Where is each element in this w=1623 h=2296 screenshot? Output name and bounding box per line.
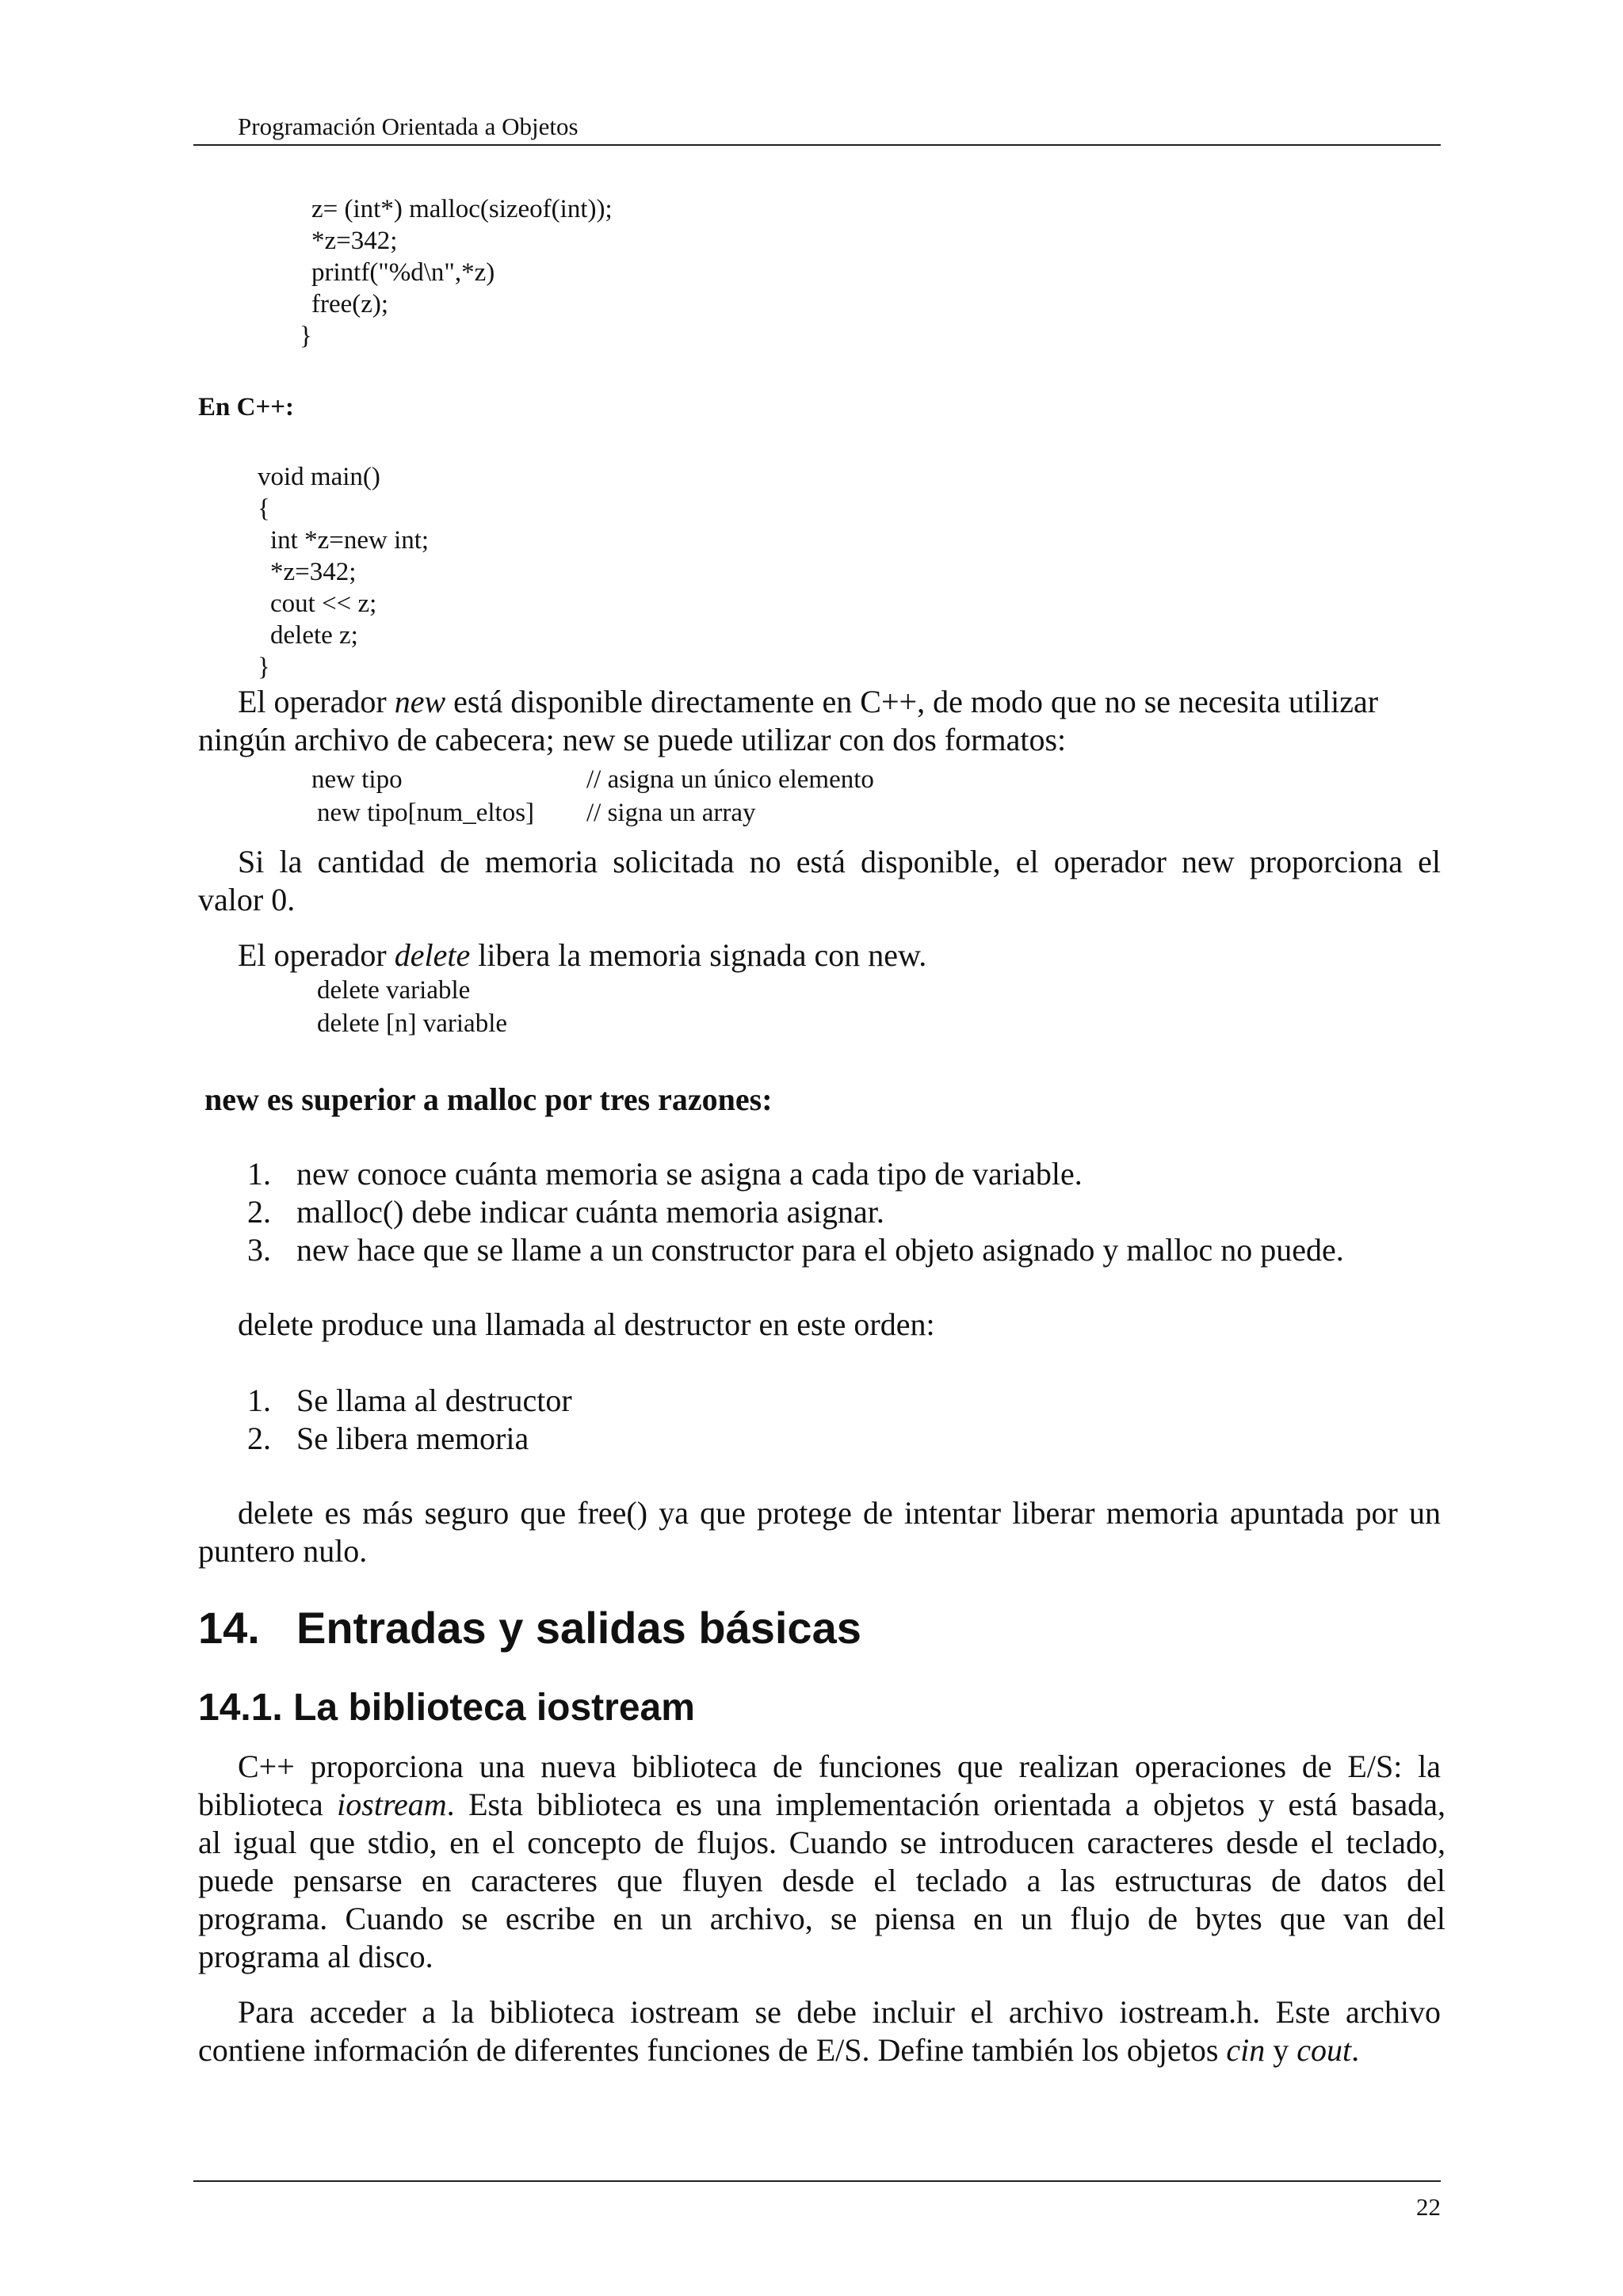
subsection-title: 14.1. La biblioteca iostream [198, 1687, 695, 1729]
paragraph-line: programa. Cuando se escribe en un archivo, se piensa en un flujo de bytes que van del [198, 1901, 1445, 1936]
list-item: new conoce cuánta memoria se asigna a cada tipo de variable. [296, 1156, 1083, 1192]
code-line: new tipo[num_eltos] [317, 799, 535, 827]
paragraph-line: puntero nulo. [198, 1533, 368, 1569]
code-comment: // asigna un único elemento [586, 765, 874, 794]
page-number: 22 [1416, 2193, 1441, 2221]
paragraph-line: Para acceder a la biblioteca iostream se debe incluir el archivo iostream.h. Este archivo [238, 1994, 1441, 2030]
paragraph-line: contiene información de diferentes funciones de E/S. Define también los objetos cin y cout. [198, 2032, 1360, 2068]
code-line: int *z=new int; [270, 526, 430, 555]
paragraph-line: Si la cantidad de memoria solicitada no está disponible, el operador new proporciona el [238, 844, 1441, 879]
code-line: { [258, 494, 270, 523]
section-title: Entradas y salidas básicas [296, 1603, 861, 1653]
cpp-label: En C++: [198, 393, 295, 421]
paragraph-line: valor 0. [198, 882, 296, 917]
code-line: printf("%d\n",*z) [311, 258, 495, 287]
code-line: *z=342; [311, 227, 398, 255]
code-line: *z=342; [270, 558, 357, 586]
code-line: delete z; [270, 621, 358, 650]
list-item: malloc() debe indicar cuánta memoria asignar. [296, 1194, 884, 1230]
code-line: z= (int*) malloc(sizeof(int)); [311, 195, 613, 223]
code-line: new tipo [311, 765, 403, 794]
code-line: void main() [258, 463, 380, 491]
list-number: 3. [247, 1232, 271, 1268]
paragraph-line: El operador new está disponible directamente en C++, de modo que no se necesita utilizar [238, 684, 1379, 719]
list-number: 1. [247, 1383, 271, 1418]
code-line: delete [n] variable [317, 1009, 508, 1038]
paragraph-line: al igual que stdio, en el concepto de flujos. Cuando se introducen caracteres desde el teclado, [198, 1825, 1445, 1860]
running-header: Programación Orientada a Objetos [238, 113, 579, 140]
list-item: Se llama al destructor [296, 1383, 572, 1418]
code-line: } [300, 322, 312, 350]
list-number: 2. [247, 1194, 271, 1230]
header-rule [193, 144, 1441, 146]
list-item: Se libera memoria [296, 1421, 529, 1456]
footer-rule [193, 2180, 1441, 2182]
code-line: cout << z; [270, 589, 377, 618]
paragraph-line: El operador delete libera la memoria signada con new. [238, 937, 927, 973]
code-line: delete variable [317, 976, 471, 1005]
paragraph-line: C++ proporciona una nueva biblioteca de funciones que realizan operaciones de E/S: la [238, 1749, 1441, 1784]
paragraph-line: delete es más seguro que free() ya que protege de intentar liberar memoria apuntada por un [238, 1495, 1441, 1531]
code-line: free(z); [311, 290, 389, 318]
code-comment: // signa un array [586, 799, 756, 827]
section-number: 14. [198, 1603, 260, 1653]
paragraph-line: biblioteca iostream. Esta biblioteca es una implementación orientada a objetos y está basada, [198, 1787, 1445, 1822]
subheading: new es superior a malloc por tres razones: [204, 1081, 773, 1117]
list-item: new hace que se llame a un constructor para el objeto asignado y malloc no puede. [296, 1232, 1344, 1268]
paragraph-line: ningún archivo de cabecera; new se puede utilizar con dos formatos: [198, 722, 1067, 757]
list-number: 2. [247, 1421, 271, 1456]
code-line: } [258, 653, 270, 681]
paragraph-line: delete produce una llamada al destructor en este orden: [238, 1306, 935, 1342]
paragraph-line: programa al disco. [198, 1939, 433, 1974]
list-number: 1. [247, 1156, 271, 1192]
paragraph-line: puede pensarse en caracteres que fluyen desde el teclado a las estructuras de datos del [198, 1863, 1445, 1898]
